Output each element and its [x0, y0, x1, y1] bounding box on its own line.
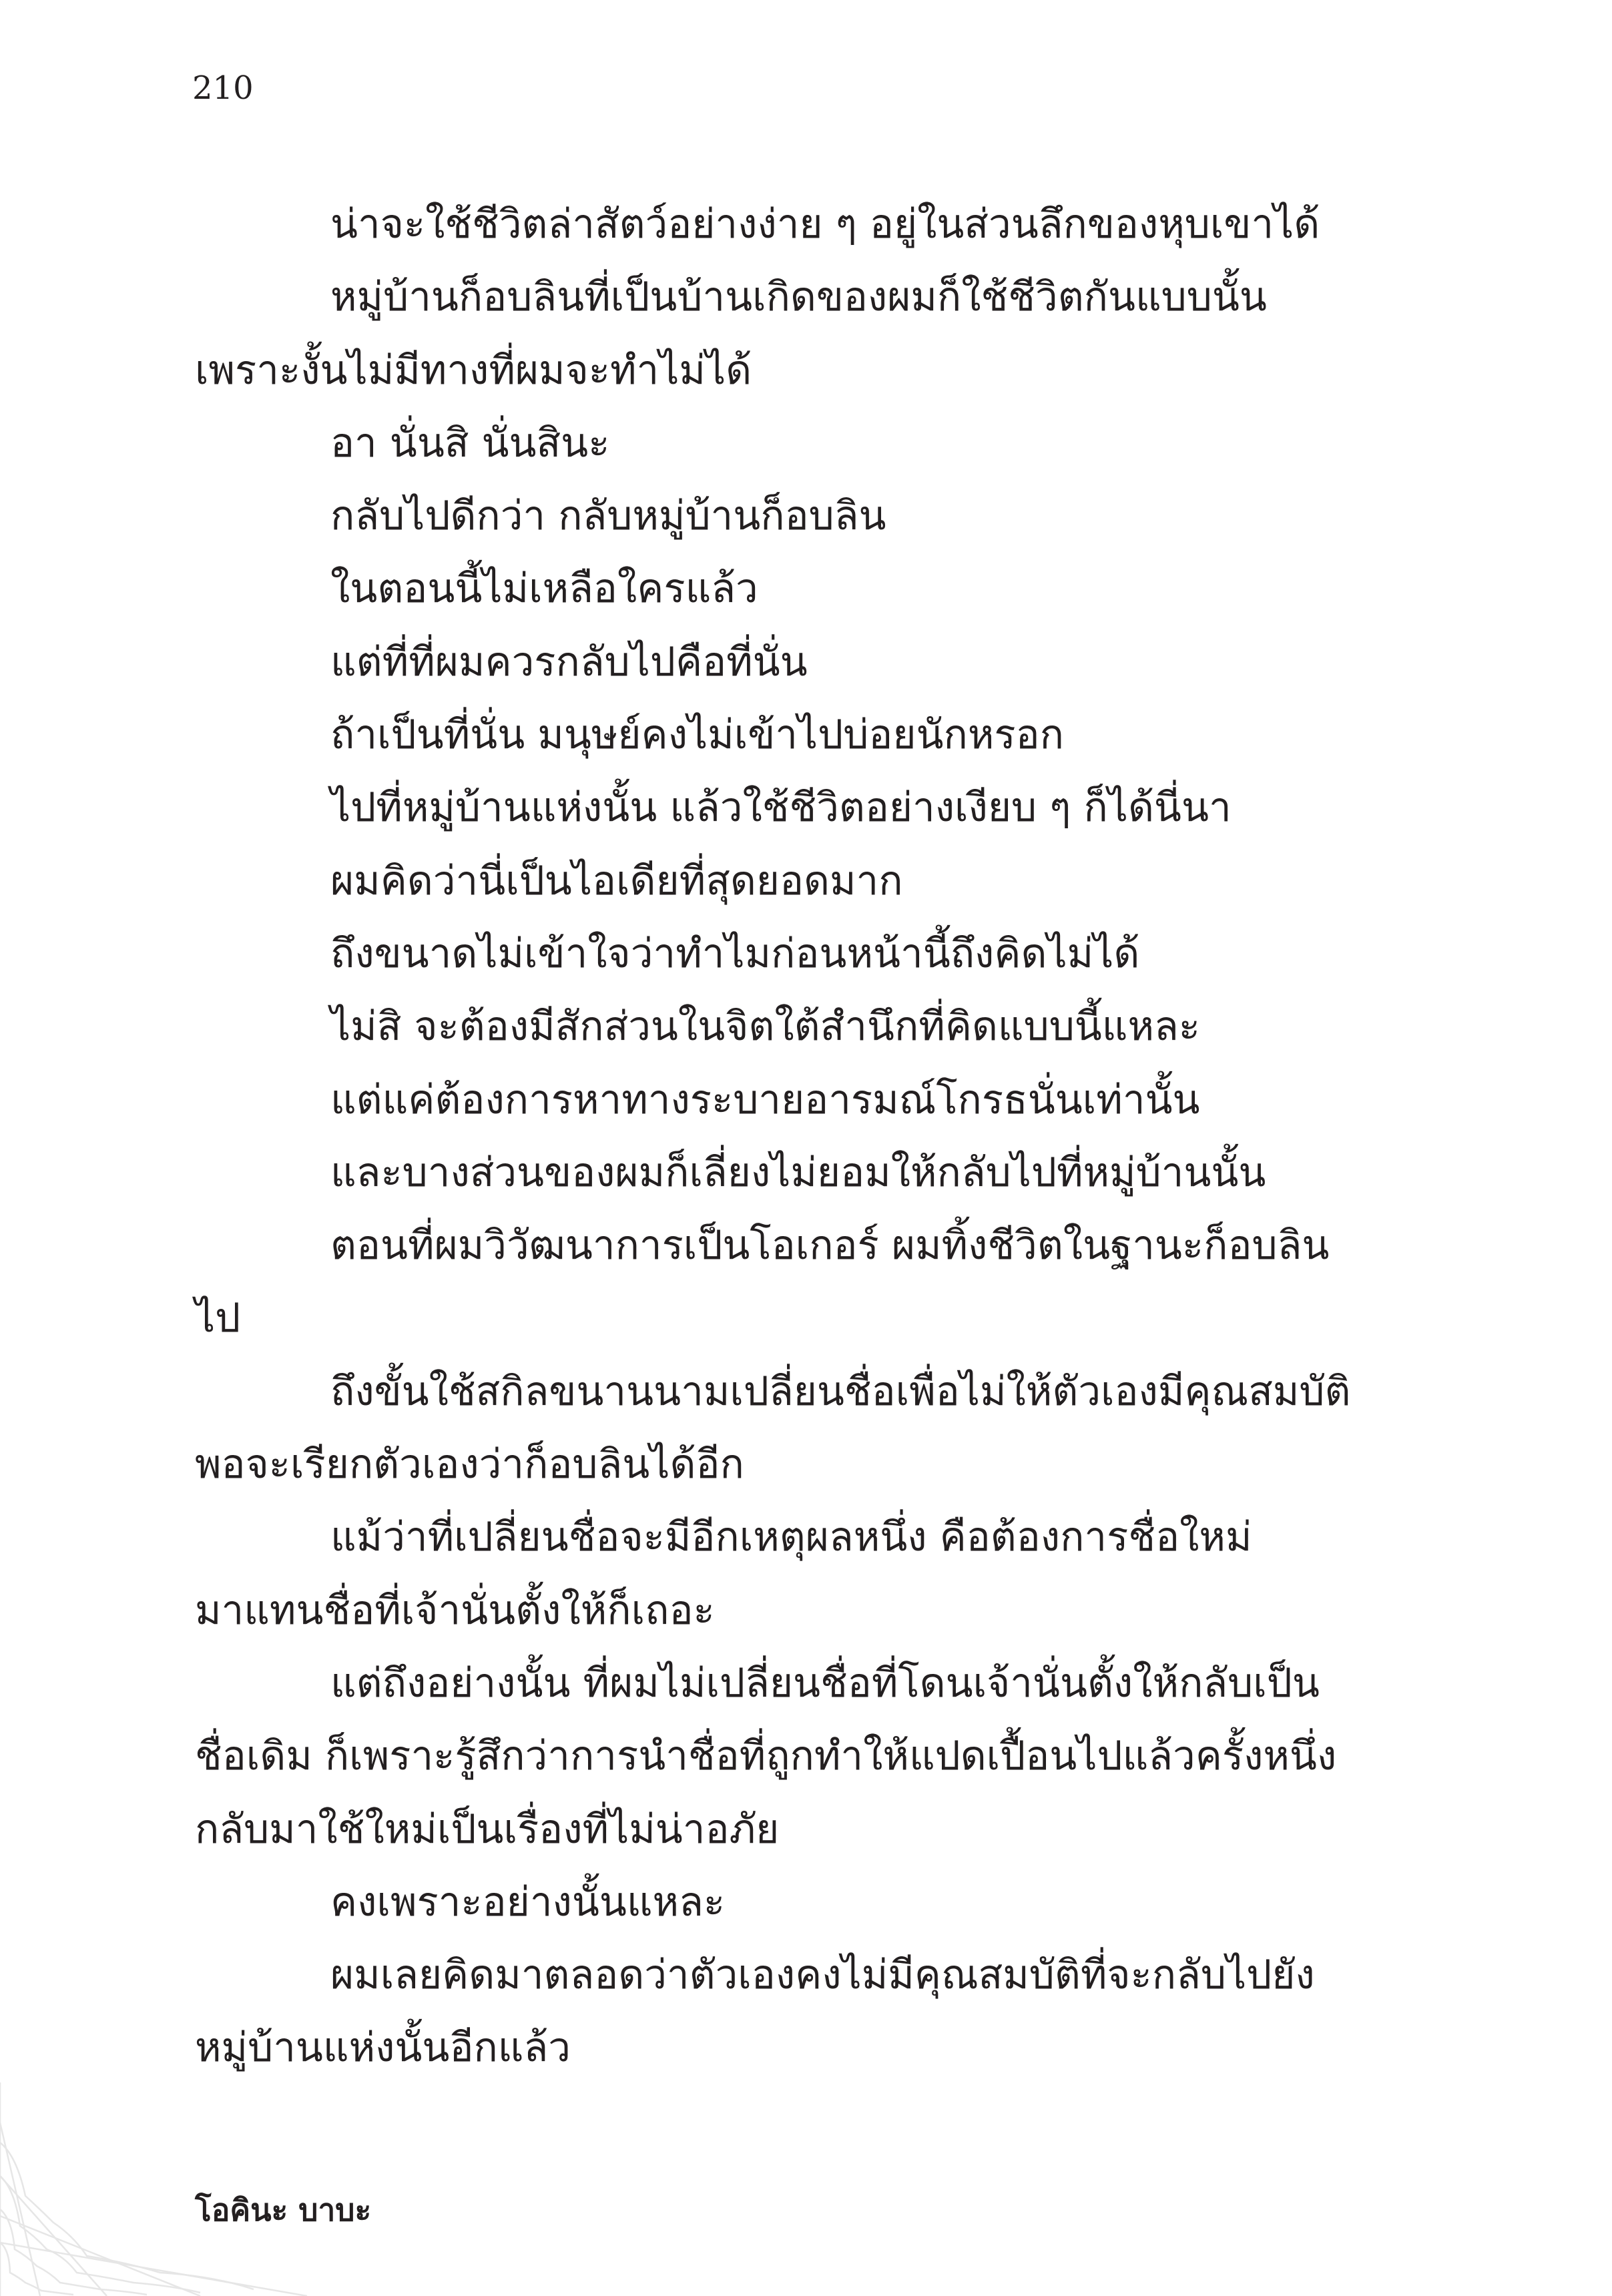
author-name: โอคินะ บาบะ — [195, 2192, 372, 2228]
text-line: และบางส่วนของผมก็เลี่ยงไม่ยอมให้กลับไปที่หมู่บ้านนั้น — [330, 1149, 1266, 1196]
page-number: 210 — [192, 69, 254, 107]
paragraph — [195, 845, 1383, 918]
text-line: ถึงขนาดไม่เข้าใจว่าทำไมก่อนหน้านี้ถึงคิดไม่ได้ — [330, 930, 1140, 977]
text-line: คงเพราะอย่างนั้นแหละ — [330, 1878, 726, 1926]
text-line: กลับไปดีกว่า กลับหมู่บ้านก็อบลิน — [330, 493, 886, 540]
text-line: เพราะงั้นไม่มีทางที่ผมจะทำไม่ได้ — [195, 346, 752, 394]
spiderweb-icon — [0, 2042, 347, 2296]
text-line: อา นั่นสิ นั่นสินะ — [330, 419, 610, 467]
paragraph — [195, 1501, 1383, 1647]
paragraph — [195, 626, 1383, 699]
paragraph — [195, 1137, 1383, 1209]
text-line: ไปที่หมู่บ้านแห่งนั้น แล้วใช้ชีวิตอย่างเงียบ ๆ ก็ได้นี่นา — [330, 784, 1232, 832]
text-line: แต่แค่ต้องการหาทางระบายอารมณ์โกรธนั่นเท่านั้น — [330, 1076, 1200, 1123]
text-line: หมู่บ้านก็อบลินที่เป็นบ้านเกิดของผมก็ใช้ชีวิตกันแบบนั้น — [330, 274, 1267, 321]
text-line: ไป — [195, 1295, 241, 1342]
paragraph — [195, 553, 1383, 625]
text-line: กลับมาใช้ใหม่เป็นเรื่องที่ไม่น่าอภัย — [195, 1805, 780, 1853]
paragraph — [195, 1356, 1383, 1502]
paragraph — [195, 1939, 1383, 2085]
text-line: ตอนที่ผมวิวัฒนาการเป็นโอเกอร์ ผมทิ้งชีวิตในฐานะก็อบลิน — [330, 1222, 1330, 1269]
paragraph — [195, 188, 1383, 261]
text-line: ชื่อเดิม ก็เพราะรู้สึกว่าการนำชื่อที่ถูกทำให้แปดเปื้อนไปแล้วครั้งหนึ่ง — [195, 1733, 1337, 1780]
text-line: หมู่บ้านแห่งนั้นอีกแล้ว — [195, 2024, 571, 2072]
text-line: แต่ที่ที่ผมควรกลับไปคือที่นั่น — [330, 638, 808, 685]
paragraph — [195, 772, 1383, 844]
text-line: พอจะเรียกตัวเองว่าก็อบลินได้อีก — [195, 1441, 744, 1488]
text-line: ในตอนนี้ไม่เหลือใครแล้ว — [330, 565, 758, 613]
paragraph — [195, 1866, 1383, 1939]
paragraph — [195, 261, 1383, 407]
body-text — [195, 188, 1383, 2085]
text-line: ผมเลยคิดมาตลอดว่าตัวเองคงไม่มีคุณสมบัติที่จะกลับไปยัง — [330, 1952, 1315, 1999]
paragraph — [195, 407, 1383, 480]
text-line: แต่ถึงอย่างนั้น ที่ผมไม่เปลี่ยนชื่อที่โดนเจ้านั่นตั้งให้กลับเป็น — [330, 1659, 1320, 1707]
paragraph — [195, 918, 1383, 990]
text-line: แม้ว่าที่เปลี่ยนชื่อจะมีอีกเหตุผลหนึ่ง คือต้องการชื่อใหม่ — [330, 1514, 1252, 1561]
text-line: ผมคิดว่านี่เป็นไอเดียที่สุดยอดมาก — [330, 857, 903, 904]
text-line: ไม่สิ จะต้องมีสักส่วนในจิตใต้สำนึกที่คิดแบบนี้แหละ — [330, 1003, 1201, 1051]
paragraph — [195, 699, 1383, 772]
text-line: ถ้าเป็นที่นั่น มนุษย์คงไม่เข้าไปบ่อยนักหรอก — [330, 711, 1064, 759]
paragraph — [195, 480, 1383, 553]
paragraph — [195, 1064, 1383, 1137]
paragraph — [195, 1209, 1383, 1356]
text-line: ถึงขั้นใช้สกิลขนานนามเปลี่ยนชื่อเพื่อไม่ให้ตัวเองมีคุณสมบัติ — [330, 1368, 1351, 1415]
paragraph — [195, 990, 1383, 1063]
text-line: มาแทนชื่อที่เจ้านั่นตั้งให้ก็เถอะ — [195, 1587, 715, 1634]
paragraph — [195, 1647, 1383, 1866]
text-line: น่าจะใช้ชีวิตล่าสัตว์อย่างง่าย ๆ อยู่ในส่วนลึกของหุบเขาได้ — [330, 201, 1320, 248]
